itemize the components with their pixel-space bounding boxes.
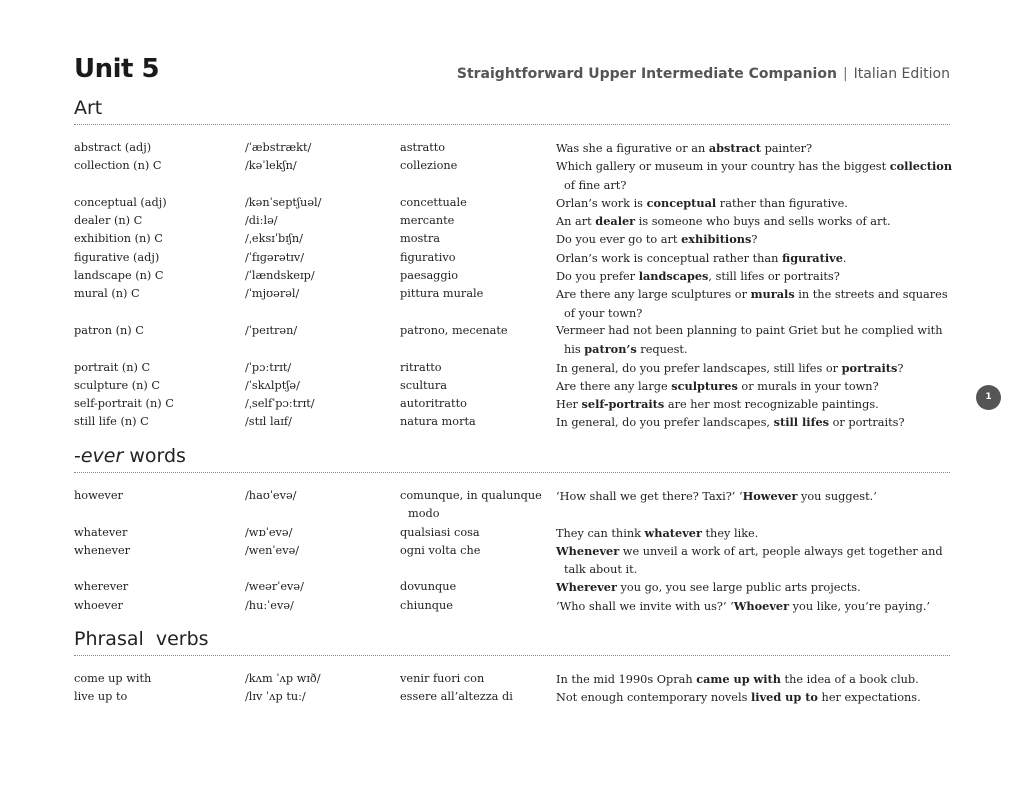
vocab-pronunciation: /wɒˈevə/ <box>245 525 293 539</box>
vocab-italian-translation: figurativo <box>400 250 456 264</box>
vocab-pronunciation: /ˌeksɪˈbɪʃn/ <box>245 232 303 246</box>
vocab-word: figurative (adj) <box>74 250 160 264</box>
vocab-row <box>74 194 950 212</box>
vocab-example-sentence <box>556 395 958 414</box>
vocab-italian-translation: dovunque <box>400 580 457 594</box>
vocab-row <box>74 359 950 377</box>
vocab-word: whenever <box>74 543 131 557</box>
vocab-pronunciation: /weərˈevə/ <box>245 580 304 594</box>
example-text: Vermeer had not been planning to paint Griet but he complied with his <box>556 323 943 357</box>
vocab-row <box>74 285 950 322</box>
vocab-pronunciation: /kəˈlekʃn/ <box>245 159 297 173</box>
vocab-italian-translation: paesaggio <box>400 269 459 283</box>
example-text: ? <box>751 233 758 247</box>
example-keyword: lived up to <box>750 690 818 705</box>
book-title <box>457 66 950 82</box>
section-title-art: Art <box>74 97 103 119</box>
vocab-italian-translation: comunque, in qualunque modo <box>400 489 542 521</box>
example-keyword: whatever <box>644 525 702 540</box>
vocab-row <box>74 377 950 395</box>
vocab-example-sentence <box>556 322 958 360</box>
example-text: Are there any large sculptures or <box>556 288 751 302</box>
vocab-example-sentence <box>556 212 958 231</box>
example-text: Her <box>556 398 582 412</box>
vocab-example-sentence <box>556 413 958 432</box>
example-text: in the streets and squares of your town? <box>564 288 948 320</box>
vocab-row <box>74 322 950 359</box>
vocab-example-sentence <box>556 359 958 378</box>
example-text: In the mid 1990s Oprah <box>556 673 697 686</box>
vocab-italian-translation: mercante <box>400 214 455 228</box>
example-text: Orlan’s work is conceptual rather than <box>556 251 783 265</box>
vocab-word: patron (n) C <box>74 323 144 337</box>
vocab-row <box>74 212 950 230</box>
vocab-example-sentence <box>556 230 958 249</box>
vocab-row <box>74 157 953 194</box>
vocab-example-sentence <box>556 157 958 195</box>
vocab-word: landscape (n) C <box>74 269 164 283</box>
example-text: In general, do you prefer landscapes, still lifes or <box>556 361 842 375</box>
section-title-rest: words <box>123 445 186 467</box>
example-text: or portraits? <box>829 416 905 430</box>
example-text: are her most recognizable paintings. <box>664 398 879 412</box>
example-text: you like, you’re paying.’ <box>789 599 931 613</box>
vocab-italian-translation: patrono, mecenate <box>400 323 508 337</box>
example-keyword: Whenever <box>556 543 620 558</box>
example-text: . <box>842 251 847 265</box>
example-keyword: still lifes <box>773 415 829 430</box>
section-title-prefix: - <box>74 445 81 467</box>
vocab-word: whoever <box>74 598 123 612</box>
vocab-pronunciation: /stɪl laɪf/ <box>245 415 292 429</box>
example-keyword: conceptual <box>646 195 717 210</box>
vocab-pronunciation: /ˈmjʊərəl/ <box>245 287 300 301</box>
example-text: Do you prefer <box>556 270 639 284</box>
vocab-pronunciation: /ˌselfˈpɔːtrɪt/ <box>245 397 315 411</box>
vocab-pronunciation: /ˈskʌlptʃə/ <box>245 378 300 392</box>
vocab-row <box>74 597 950 615</box>
vocab-list-ever-words <box>74 487 950 615</box>
vocab-row <box>74 542 950 579</box>
page-number-badge: 1 <box>976 385 1001 410</box>
section-divider <box>74 124 950 125</box>
vocab-example-sentence <box>556 597 958 616</box>
vocab-italian-translation: autoritratto <box>400 397 467 411</box>
vocab-italian-translation: chiunque <box>400 598 453 612</box>
example-text: is someone who buys and sells works of art. <box>635 215 891 229</box>
example-keyword: collection <box>889 159 953 174</box>
vocab-pronunciation: /ˈfɪɡərətɪv/ <box>245 250 305 264</box>
section-title-phrasal-verbs: Phrasal verbs <box>74 628 209 650</box>
vocab-example-sentence <box>556 542 958 580</box>
vocab-example-sentence <box>556 267 958 286</box>
example-text: They can think <box>556 526 645 540</box>
vocab-word: portrait (n) C <box>74 360 151 374</box>
example-text: Orlan’s work is <box>556 196 647 210</box>
vocab-pronunciation: /ˈæbstrækt/ <box>245 141 312 154</box>
vocab-pronunciation: /huːˈevə/ <box>245 598 294 612</box>
vocab-pronunciation: /lɪv ˈʌp tuː/ <box>245 690 306 704</box>
vocab-row <box>74 139 950 157</box>
title-separator: | <box>842 66 848 82</box>
vocab-italian-translation: qualsiasi cosa <box>400 525 480 539</box>
vocab-row <box>74 249 950 267</box>
example-keyword: self-portraits <box>581 397 665 412</box>
example-keyword: landscapes <box>638 269 709 284</box>
vocab-example-sentence <box>556 285 958 323</box>
vocab-pronunciation: /haʊˈevə/ <box>245 489 297 502</box>
example-keyword: sculptures <box>671 378 738 393</box>
example-text: Are there any large <box>556 379 672 393</box>
vocab-example-sentence <box>556 139 958 158</box>
example-keyword: exhibitions <box>681 232 752 247</box>
example-text: rather than figurative. <box>716 196 848 210</box>
vocab-word: live up to <box>74 690 128 704</box>
vocab-pronunciation: /kənˈseptʃuəl/ <box>245 195 322 209</box>
example-text: ‘How shall we get there? Taxi?’ ‘ <box>556 490 743 503</box>
example-keyword: patron’s <box>584 342 637 357</box>
vocab-italian-translation: essere all’altezza di <box>400 690 513 704</box>
vocab-example-sentence <box>556 578 958 597</box>
section-divider <box>74 472 950 473</box>
vocab-italian-translation: astratto <box>400 141 446 154</box>
vocab-word: whatever <box>74 525 128 539</box>
vocab-row <box>74 395 950 413</box>
example-text: ? <box>897 361 904 375</box>
example-keyword: murals <box>750 287 795 302</box>
unit-title: Unit 5 <box>74 54 160 84</box>
edition-text: Italian Edition <box>853 66 950 82</box>
example-text: Not enough contemporary novels <box>556 691 751 705</box>
example-text: you go, you see large public arts projects. <box>616 581 861 595</box>
section-divider <box>74 655 950 656</box>
example-text: An art <box>556 215 596 229</box>
example-text: the idea of a book club. <box>780 673 919 686</box>
section-title-italic: ever <box>80 445 124 467</box>
vocab-list-phrasal-verbs <box>74 670 950 707</box>
vocab-row <box>74 267 950 285</box>
vocab-pronunciation: /kʌm ˈʌp wɪð/ <box>245 672 321 685</box>
vocab-row <box>74 670 950 688</box>
vocab-pronunciation: /ˈpɔːtrɪt/ <box>245 360 292 374</box>
example-keyword: Wherever <box>556 580 617 595</box>
vocab-pronunciation: /wenˈevə/ <box>245 543 300 557</box>
vocab-word: exhibition (n) C <box>74 232 163 246</box>
example-text: Was she a figurative or an <box>556 142 709 155</box>
example-keyword: came up with <box>696 672 781 686</box>
vocab-example-sentence <box>556 688 958 707</box>
vocab-pronunciation: /diːlə/ <box>245 214 278 228</box>
vocab-example-sentence <box>556 487 958 506</box>
example-keyword: portraits <box>841 360 898 375</box>
vocab-example-sentence <box>556 670 958 689</box>
vocab-italian-translation: ogni volta che <box>400 543 481 557</box>
vocab-row <box>74 230 950 248</box>
vocab-pronunciation: /ˈlændskeɪp/ <box>245 269 315 283</box>
vocab-word: still life (n) C <box>74 415 149 429</box>
book-title-text: Straightforward Upper Intermediate Companion <box>456 66 837 82</box>
example-text: Which gallery or museum in your country has the biggest <box>556 160 890 174</box>
vocab-word: abstract (adj) <box>74 141 152 154</box>
example-text: , still lifes or portraits? <box>708 270 840 284</box>
example-keyword: abstract <box>708 141 761 155</box>
vocab-italian-translation: pittura murale <box>400 287 484 301</box>
vocab-row <box>74 524 950 542</box>
example-text: In general, do you prefer landscapes, <box>556 416 774 430</box>
vocab-word: come up with <box>74 672 152 685</box>
vocab-word: collection (n) C <box>74 159 162 173</box>
vocab-word: dealer (n) C <box>74 214 143 228</box>
example-text: we unveil a work of art, people always get together and talk about it. <box>564 544 943 577</box>
vocab-italian-translation: ritratto <box>400 360 442 374</box>
vocab-example-sentence <box>556 194 958 213</box>
vocab-list-art <box>74 139 953 432</box>
vocab-row <box>74 688 950 706</box>
vocab-pronunciation: /ˈpeɪtrən/ <box>245 323 298 337</box>
example-text: painter? <box>760 142 813 155</box>
example-keyword: figurative <box>782 250 843 265</box>
example-text: or murals in your town? <box>737 379 879 393</box>
vocab-italian-translation: venir fuori con <box>400 672 485 685</box>
example-text: they like. <box>701 526 759 540</box>
example-text: her expectations. <box>817 691 921 705</box>
vocab-word: self-portrait (n) C <box>74 397 174 411</box>
vocab-italian-translation: collezione <box>400 159 458 173</box>
vocab-italian-translation: concettuale <box>400 195 467 209</box>
example-text: you suggest.’ <box>797 490 877 503</box>
vocab-word: however <box>74 489 123 502</box>
vocab-word: conceptual (adj) <box>74 195 167 209</box>
example-keyword: Whoever <box>733 598 790 613</box>
vocab-example-sentence <box>556 249 958 268</box>
vocab-italian-translation: scultura <box>400 378 447 392</box>
vocab-row <box>74 578 950 596</box>
vocab-row <box>74 487 950 524</box>
vocab-example-sentence <box>556 377 958 396</box>
vocab-italian-translation: natura morta <box>400 415 476 429</box>
example-text: ‘Who shall we invite with us?’ ‘ <box>556 599 734 613</box>
vocab-word: mural (n) C <box>74 287 140 301</box>
example-text: Do you ever go to art <box>556 233 682 247</box>
vocab-italian-translation: mostra <box>400 232 440 246</box>
vocab-word: wherever <box>74 580 129 594</box>
vocab-row <box>74 413 950 431</box>
example-text: request. <box>636 343 688 357</box>
section-title-ever-words <box>74 445 186 467</box>
example-keyword: dealer <box>595 214 636 229</box>
example-keyword: However <box>742 489 798 503</box>
vocab-example-sentence <box>556 524 958 543</box>
page-header <box>74 54 950 94</box>
vocab-word: sculpture (n) C <box>74 378 161 392</box>
example-text: of fine art? <box>564 178 627 192</box>
